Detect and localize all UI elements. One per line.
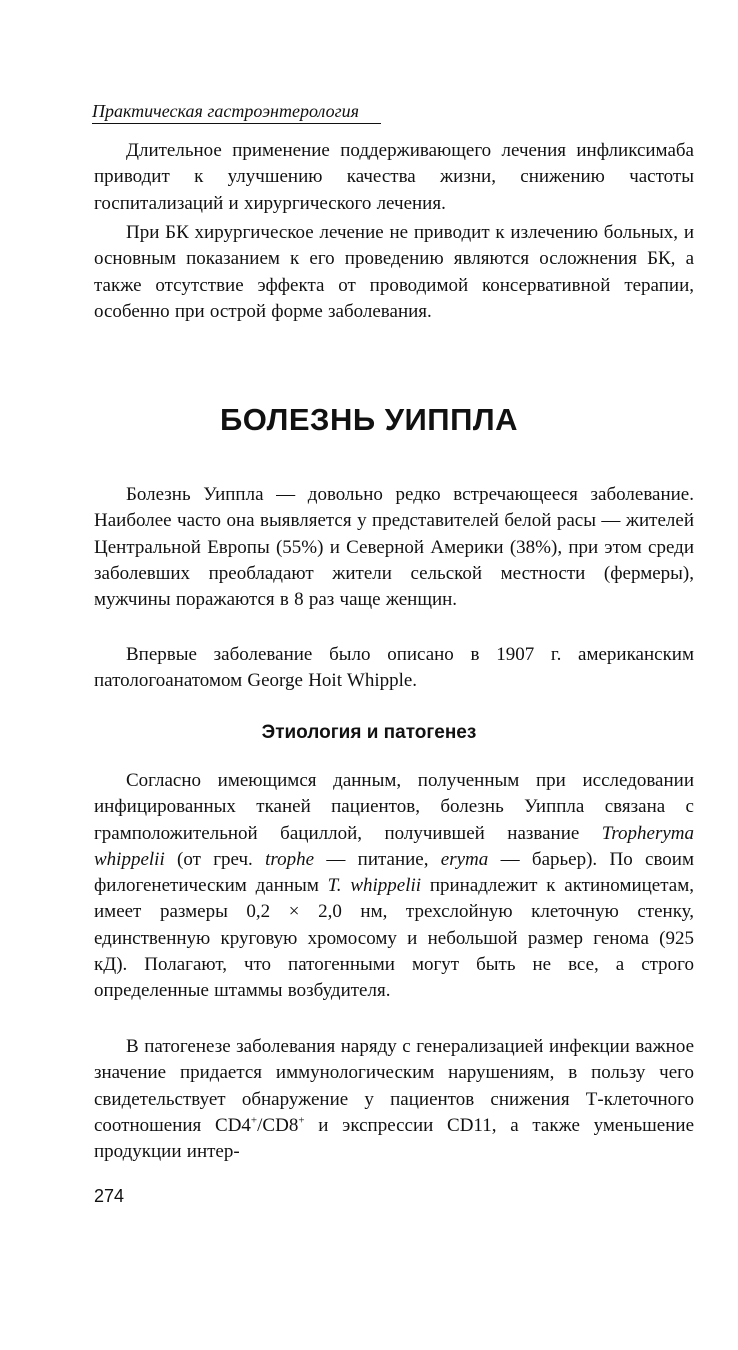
chapter-paragraph-1: Болезнь Уиппла — довольно редко встречающееся заболевание. Наиболее часто она выявляется у представителей белой расы — жителей Центральной Европы (55%) и Северной Америки (38%), при этом среди заболевших преобладают жители сельской местности (фермеры), мужчины поражаются в 8 раз чаще женщин. (94, 484, 694, 611)
chapter-paragraph-2: Впервые заболевание было описано в 1907 г. американским патологоанатомом George Hoit Whipple. (94, 644, 694, 692)
intro-paragraph-2: При БК хирургическое лечение не приводит к излечению больных, и основным показанием к его проведению являются осложнения БК, а также отсутствие эффекта от проводимой консервативной терапии, особенно при острой форме заболевания. (94, 222, 694, 322)
page-number: 274 (94, 1186, 125, 1206)
section-paragraph-2: В патогенезе заболевания наряду с генерализацией инфекции важное значение придается иммунологическим нарушениям, в пользу чего свидетельствует обнаружение у пациентов снижения Т-клеточного соотношения CD4+/CD8+ и экспрессии CD11, а также уменьшение продукции интер- (94, 1036, 694, 1163)
section-paragraph-1: Согласно имеющимся данным, полученным при исследовании инфицированных тканей пациентов, болезнь Уиппла связана с грамположительной бациллой, получившей название Tropheryma whippelii (от греч. trophe — питание, eryma — барьер). По своим филогенетическим данным T. whippelii принадлежит к актиномицетам, имеет размеры 0,2 × 2,0 нм, трехслойную клеточную стенку, единственную круговую хромосому и небольшой размер генома (925 кД). Полагают, что патогенными могут быть не все, а строго определенные штаммы возбудителя. (94, 770, 694, 1002)
intro-paragraph-1: Длительное применение поддерживающего лечения инфликсимаба приводит к улучшению качества жизни, снижению частоты госпитализаций и хирургического лечения. (94, 140, 694, 214)
greek-term-eryma: eryma (440, 848, 489, 870)
running-header: Практическая гастроэнтерология (92, 100, 381, 124)
species-name: Tropheryma whippelii (94, 822, 694, 870)
chapter-title: БОЛЕЗНЬ УИППЛА (219, 402, 519, 437)
greek-term-trophe: trophe (265, 848, 315, 870)
species-abbrev: T. whippelii (327, 875, 422, 897)
section-title: Этиология и патогенез (261, 722, 477, 743)
